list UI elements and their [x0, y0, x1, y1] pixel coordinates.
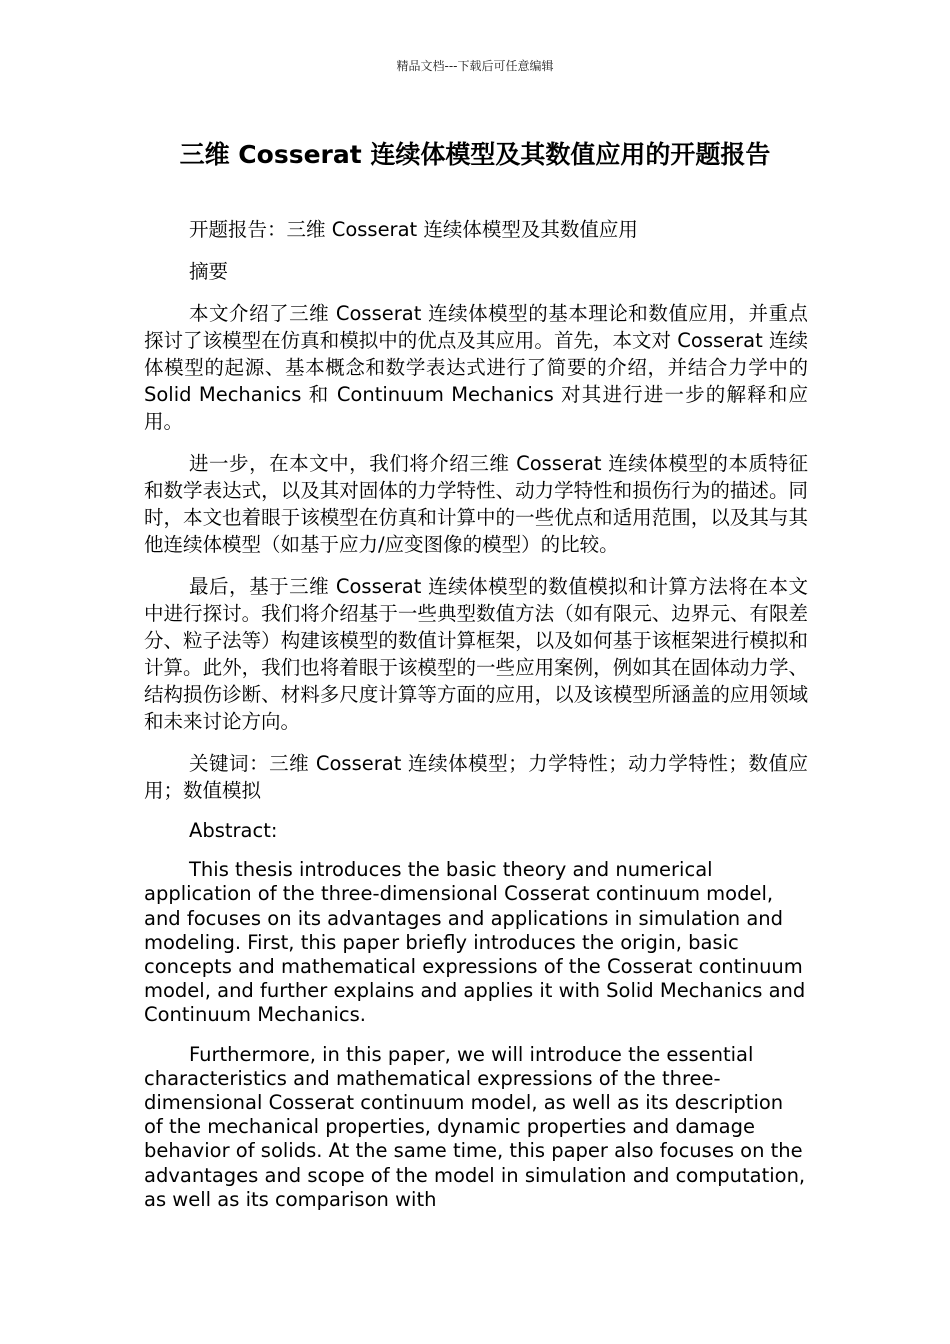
report-subtitle: 开题报告：三维 Cosserat 连续体模型及其数值应用 — [189, 218, 638, 241]
abstract-paragraph-zh-2: 进一步，在本文中，我们将介绍三维 Cosserat 连续体模型的本质特征和数学表达式，以及其对固体的力学特性、动力学特性和损伤行为的描述。同时，本文也着眼于该模型在仿真和计算中的一些优点和适用范围，以及其与其他连续体模型（如基于应力/应变图像的模型）的比较。 — [144, 452, 808, 556]
keywords-zh: 关键词：三维 Cosserat 连续体模型；力学特性；动力学特性；数值应用；数值模拟 — [144, 752, 808, 802]
document-body — [144, 216, 808, 1212]
abstract-heading-zh: 摘要 — [189, 260, 229, 283]
abstract-paragraph-zh-3: 最后，基于三维 Cosserat 连续体模型的数值模拟和计算方法将在本文中进行探讨。我们将介绍基于一些典型数值方法（如有限元、边界元、有限差分、粒子法等）构建该模型的数值计算框架，以及如何基于该框架进行模拟和计算。此外，我们也将着眼于该模型的一些应用案例，例如其在固体动力学、结构损伤诊断、材料多尺度计算等方面的应用，以及该模型所涵盖的应用领域和未来讨论方向。 — [144, 575, 808, 733]
document-title: 三维 Cosserat 连续体模型及其数值应用的开题报告 — [179, 140, 771, 169]
abstract-paragraph-en-2: Furthermore, in this paper, we will introduce the essential characteristics and mathematical expressions of the three-dimensional Cosserat continuum model, as well as its description of the mechanical properties, dynamic properties and damage behavior of solids. At the same time, this paper also focuses on the advantages and scope of the model in simulation and computation, as well as its comparison with — [144, 1042, 806, 1211]
abstract-paragraph-en-1: This thesis introduces the basic theory and numerical application of the three-dimensional Cosserat continuum model, and focuses on its advantages and applications in simulation and modeling. First, this paper briefly introduces the origin, basic concepts and mathematical expressions of the Cosserat continuum model, and further explains and applies it with Solid Mechanics and Continuum Mechanics. — [144, 858, 806, 1027]
abstract-heading-en: Abstract: — [189, 819, 278, 842]
abstract-paragraph-zh-1: 本文介绍了三维 Cosserat 连续体模型的基本理论和数值应用，并重点探讨了该模型在仿真和模拟中的优点及其应用。首先，本文对 Cosserat 连续体模型的起源、基本概念和数学表达式进行了简要的介绍，并结合力学中的 Solid Mechanics 和 Continuum Mechanics 对其进行进一步的解释和应用。 — [144, 302, 808, 433]
header-note: 精品文档---下载后可任意编辑 — [396, 59, 554, 73]
